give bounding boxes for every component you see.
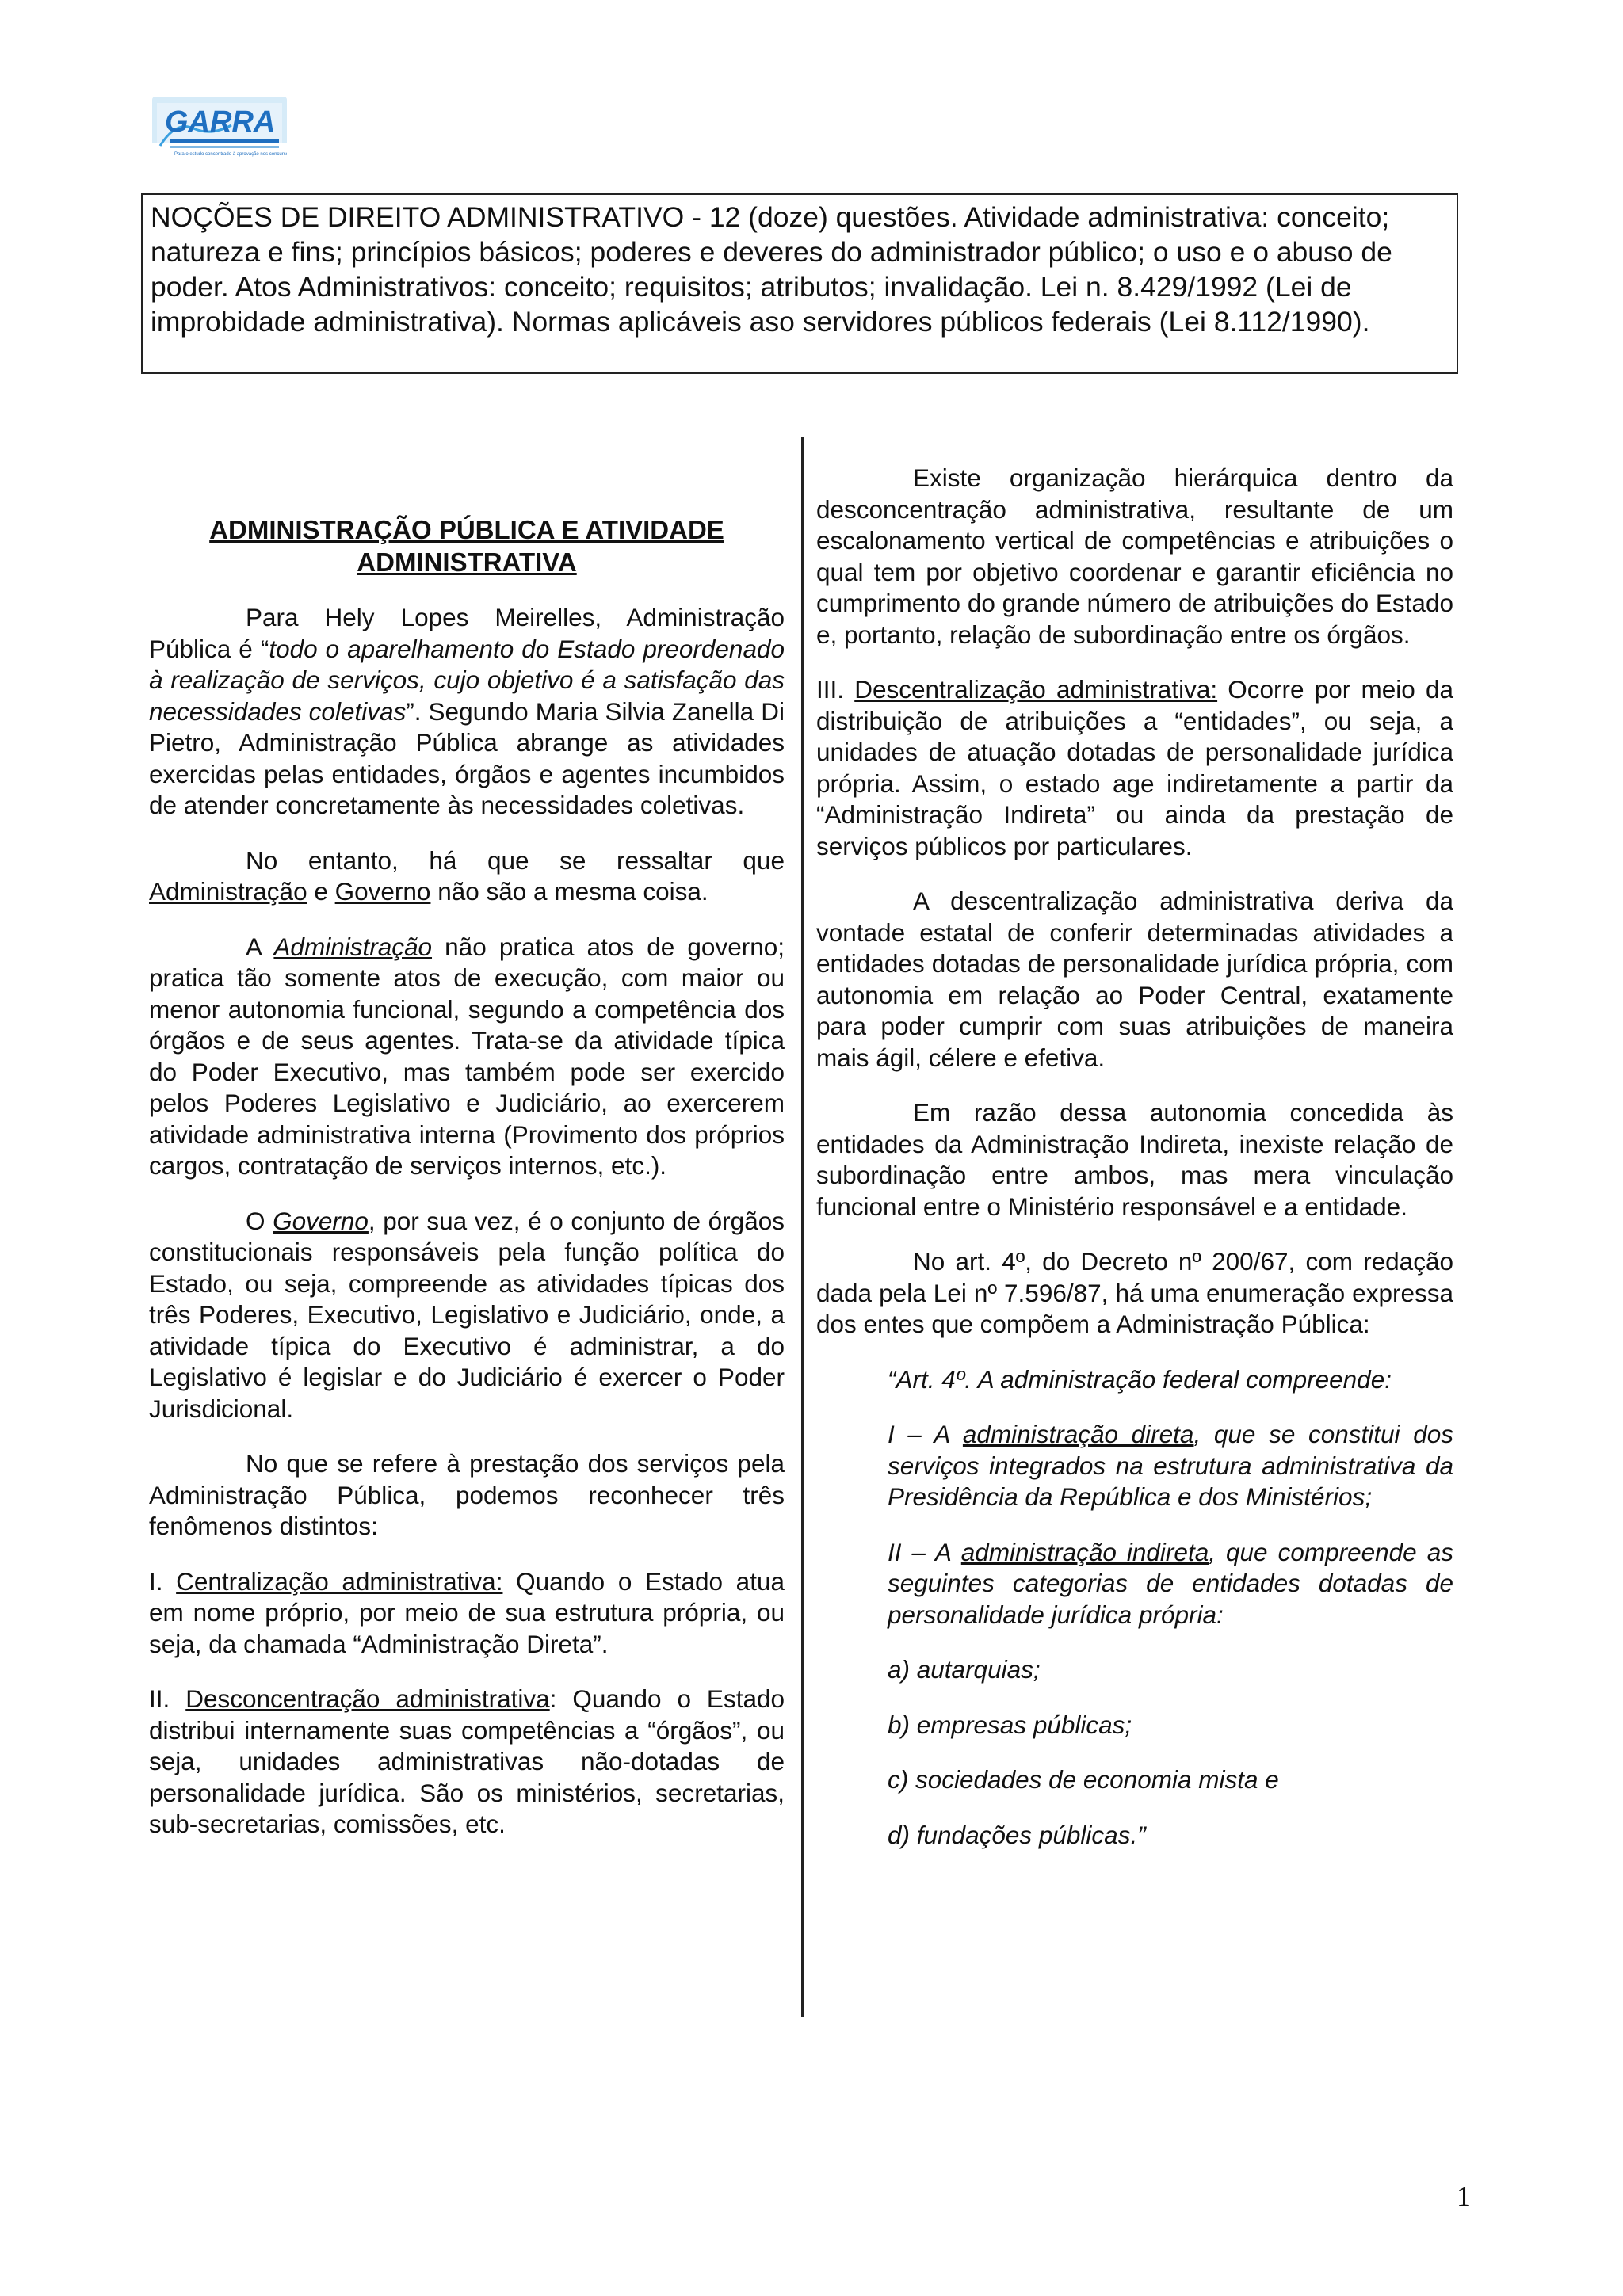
underlined-term: Centralização administrativa: (176, 1566, 503, 1596)
text-run: Ocorre por meio da distribuição de atribuições a “entidades”, ou seja, a unidades de atuação dotadas de personalidade jurídica própria. Assim, o estado age indiretamente a partir da “Administração Indireta” ou ainda da prestação de serviços públicos por particulares. (816, 675, 1453, 860)
text-run: , que compreende as seguintes categorias de entidades dotadas de personalidade jurídica própria: (888, 1537, 1453, 1629)
exam-topics-text: NOÇÕES DE DIREITO ADMINISTRATIVO - 12 (doze) questões. Atividade administrativa: conceito; natureza e fins; princípios básicos; poderes e deveres do administrador público; o uso e o abuso de poder. Atos Administrativos: conceito; requisitos; atributos; invalidação. Lei n. 8.429/1992 (Lei de improbidade administrativa). Normas aplicáveis aso servidores públicos federais (Lei 8.112/1990). (151, 201, 1392, 338)
text-run: não são a mesma coisa. (430, 877, 708, 906)
paragraph-definition (149, 602, 785, 822)
underlined-italic-term: Governo (273, 1206, 369, 1235)
paragraph-hierarquia: Existe organização hierárquica dentro da desconcentração administrativa, resultante de um escalonamento vertical de competências e atribuições o qual tem por objetivo coordenar e garantir eficiência no cumprimento do grande número de atribuições do Estado e, portanto, relação de subordinação entre os órgãos. (816, 463, 1453, 649)
text-run: e (307, 877, 335, 906)
text-run: O (246, 1206, 273, 1235)
section-title-line2: ADMINISTRATIVA (357, 547, 577, 577)
quote-item-a: a) autarquias; (888, 1655, 1041, 1684)
underlined-italic-term: Administração (273, 932, 433, 961)
quote-item-b: b) empresas públicas; (888, 1710, 1132, 1739)
paragraph-governo (149, 1206, 785, 1425)
text-run: , por sua vez, é o conjunto de órgãos constitucionais responsáveis pela função política do Estado, ou seja, compreende as atividades típicas dos três Poderes, Executivo, Legislativo e Judiciário, onde, a atividade típica do Executivo é administrar, a do Legislativo é legislar e do Judiciário é exercer o Poder Jurisdicional. (149, 1206, 785, 1423)
text-run: , que se constitui dos serviços integrados na estrutura administrativa da Presidência da República e dos Ministérios; (888, 1420, 1453, 1511)
underlined-term: administração indireta (960, 1537, 1209, 1566)
text-run: I – A (888, 1420, 963, 1448)
text-run: II. (149, 1684, 186, 1713)
paragraph-decreto: No art. 4º, do Decreto nº 200/67, com redação dada pela Lei nº 7.596/87, há uma enumeração expressa dos entes que compõem a Administração Pública: (816, 1247, 1453, 1338)
underlined-term: Descentralização administrativa: (854, 675, 1218, 704)
text-run: A (246, 932, 274, 961)
left-column (149, 463, 785, 1864)
underlined-term: Governo (334, 877, 431, 906)
underlined-term: administração direta (962, 1420, 1194, 1448)
text-run: II – A (888, 1537, 961, 1566)
italic-quote: todo o aparelhamento do Estado preordenado à realização de serviços, cujo objetivo é a satisfação das necessidades coletivas (149, 634, 785, 726)
paragraph-distinction (149, 845, 785, 908)
text-run: I. (149, 1566, 177, 1596)
page-number: 1 (1457, 2180, 1471, 2212)
quote-item-d: d) fundações públicas.” (888, 1820, 1146, 1849)
quote-adm-indireta (816, 1537, 1453, 1631)
paragraph-administracao (149, 932, 785, 1182)
quote-item-c: c) sociedades de economia mista e (888, 1765, 1279, 1794)
svg-text:GARRA: GARRA (165, 105, 276, 139)
svg-text:Para o estudo concentrado à ap: Para o estudo concentrado à aprovação nos concursos (174, 152, 287, 157)
right-column (816, 463, 1453, 1875)
quote-art4: “Art. 4º. A administração federal compreende: (888, 1364, 1392, 1394)
paragraph-autonomia: Em razão dessa autonomia concedida às entidades da Administração Indireta, inexiste relação de subordinação entre ambos, mas mera vinculação funcional entre o Ministério responsável e a entidade. (816, 1098, 1453, 1221)
underlined-term: Desconcentração administrativa (185, 1684, 550, 1713)
paragraph-phenomena: No que se refere à prestação dos serviços pela Administração Pública, podemos reconhecer três fenômenos distintos: (149, 1449, 785, 1540)
column-divider (801, 437, 804, 2017)
garra-logo (152, 97, 287, 158)
section-title-line1: ADMINISTRAÇÃO PÚBLICA E ATIVIDADE (209, 515, 724, 544)
text-run: No entanto, há que se ressaltar que (246, 845, 785, 875)
paragraph-descentralizacao (816, 674, 1453, 862)
text-run: : Quando o Estado distribui internamente suas competências a “órgãos”, ou seja, unidades administrativas não-dotadas de personalidade jurídica. São os ministérios, secretarias, sub-secretarias, comissões, etc. (149, 1684, 785, 1838)
quote-adm-direta (816, 1419, 1453, 1513)
text-run: ”. Segundo Maria Silvia Zanella Di Pietro, Administração Pública abrange as atividades exercidas pelas entidades, órgãos e agentes incumbidos de atender concretamente às necessidades coletivas. (149, 696, 785, 819)
exam-topics-box (141, 193, 1458, 374)
text-run: não pratica atos de governo; pratica tão somente atos de execução, com maior ou menor autonomia funcional, segundo a competência dos órgãos e de seus agentes. Trata-se da atividade típica do Poder Executivo, mas também pode ser exercido pelos Poderes Legislativo e Judiciário, ao exercerem atividade administrativa interna (Provimento dos próprios cargos, contratação de serviços internos, etc.). (149, 932, 785, 1180)
text-run: Quando o Estado atua em nome próprio, por meio de sua estrutura própria, ou seja, da chamada “Administração Direta”. (149, 1566, 785, 1658)
section-title (149, 513, 785, 578)
paragraph-vontade-estatal: A descentralização administrativa deriva da vontade estatal de conferir determinadas atividades a entidades dotadas de personalidade jurídica própria, com autonomia em relação ao Poder Central, exatamente para poder cumprir com suas atribuições de maneira mais ágil, célere e efetiva. (816, 887, 1453, 1072)
text-run: Para Hely Lopes Meirelles, Administração Pública é “ (149, 603, 785, 663)
garra-logo-graphic (152, 97, 287, 158)
underlined-term: Administração (149, 877, 307, 906)
text-run: III. (816, 675, 855, 704)
paragraph-desconcentracao (149, 1684, 785, 1840)
paragraph-centralizacao (149, 1566, 785, 1661)
